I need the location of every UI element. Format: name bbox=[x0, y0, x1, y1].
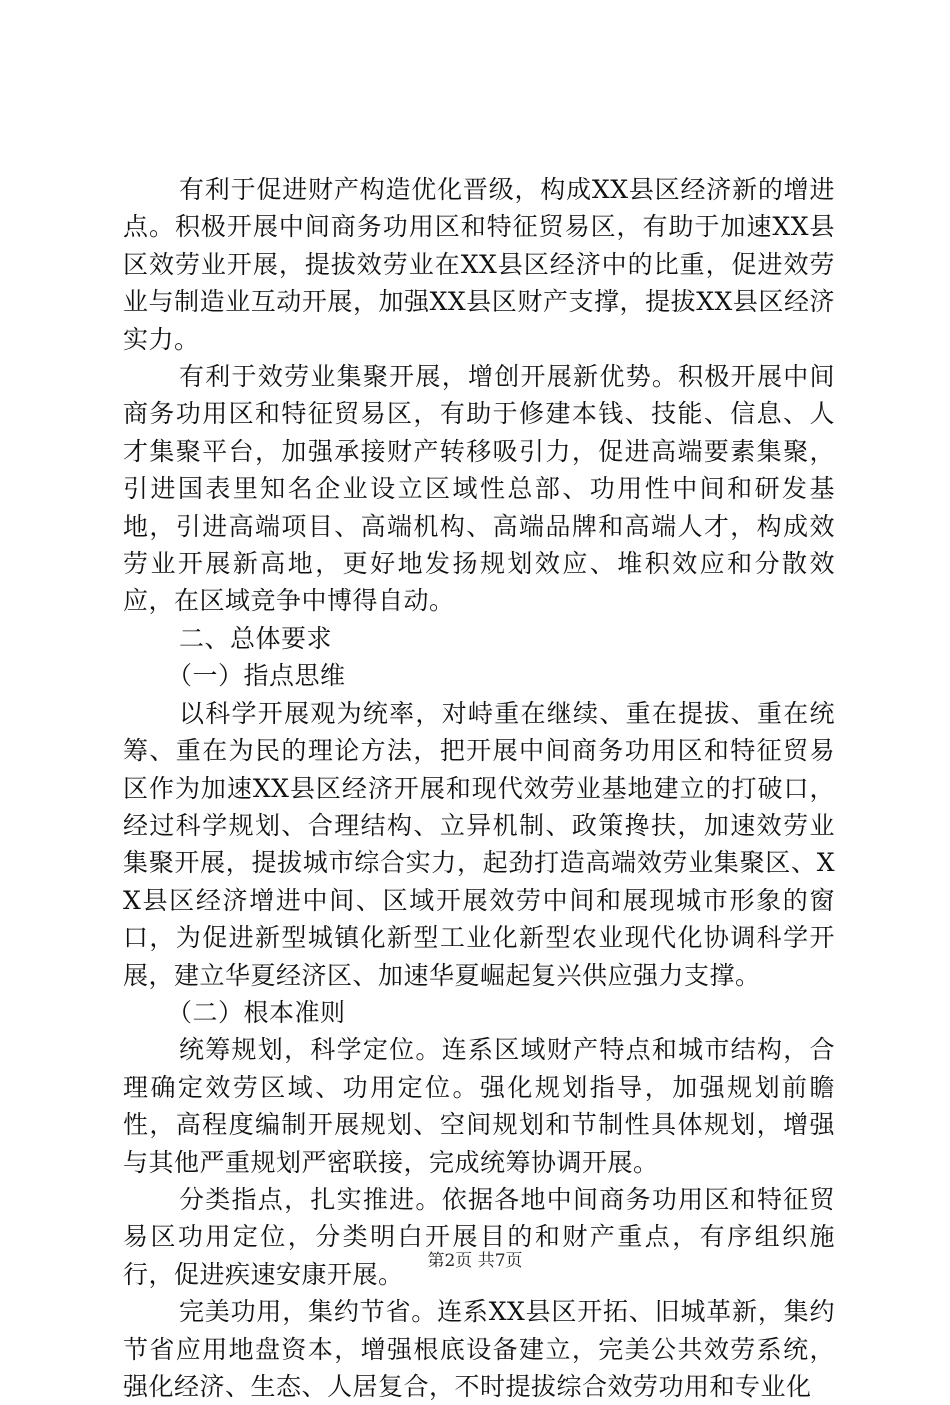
page-number-footer: 第2页 共7页 bbox=[427, 1251, 523, 1271]
paragraph-planning: 统筹规划，科学定位。连系区域财产特点和城市结构，合理确定效劳区域、功用定位。强化规划指导，加强规划前瞻性，高程度编制开展规划、空间规划和节制性具体规划，增强与其他严重规划严密联接，完成统筹协调开展。 bbox=[123, 1035, 835, 1177]
subheading-basic-principles: （二）根本准则 bbox=[167, 997, 346, 1027]
paragraph-guiding-thought: 以科学开展观为统率，对峙重在继续、重在提拔、重在统筹、重在为民的理论方法，把开展中间商务功用区和特征贸易区作为加速XX县区经济开展和现代效劳业基地建立的打破口，经过科学规划、合理结构、立异机制、政策搀扶，加速效劳业集聚开展，提拔城市综合实力，起劲打造高端效劳业集聚区、XX县区经济增进中间、区域开展效劳中间和展现城市形象的窗口，为促进新型城镇化新型工业化新型农业现代化协调科学开展，建立华夏经济区、加速华夏崛起复兴供应强力支撑。 bbox=[123, 698, 835, 990]
subheading-guiding-thought: （一）指点思维 bbox=[167, 661, 346, 691]
paragraph-functions: 完美功用，集约节省。连系XX县区开拓、旧城革新，集约节省应用地盘资本，增强根底设备建立，完美公共效劳系统，强化经济、生态、人居复合，不时提拔综合效劳功用和专业化 bbox=[123, 1297, 835, 1401]
document-body bbox=[123, 171, 835, 1405]
section-heading-overall-requirements: 二、总体要求 bbox=[179, 623, 333, 653]
paragraph-service-cluster: 有利于效劳业集聚开展，增创开展新优势。积极开展中间商务功用区和特征贸易区，有助于修建本钱、技能、信息、人才集聚平台，加强承接财产转移吸引力，促进高端要素集聚，引进国表里知名企业设立区域性总部、功用性中间和研发基地，引进高端项目、高端机构、高端品牌和高端人才，构成效劳业开展新高地，更好地发扬规划效应、堆积效应和分散效应，在区域竞争中博得自动。 bbox=[123, 362, 835, 616]
paragraph-industry-upgrade: 有利于促进财产构造优化晋级，构成XX县区经济新的增进点。积极开展中间商务功用区和特征贸易区，有助于加速XX县区效劳业开展，提拔效劳业在XX县区经济中的比重，促进效劳业与制造业互动开展，加强XX县区财产支撑，提拔XX县区经济实力。 bbox=[123, 175, 835, 354]
paragraph-classification: 分类指点，扎实推进。依据各地中间商务功用区和特征贸易区功用定位，分类明白开展目的和财产重点，有序组织施行，促进疾速安康开展。 bbox=[123, 1184, 835, 1289]
